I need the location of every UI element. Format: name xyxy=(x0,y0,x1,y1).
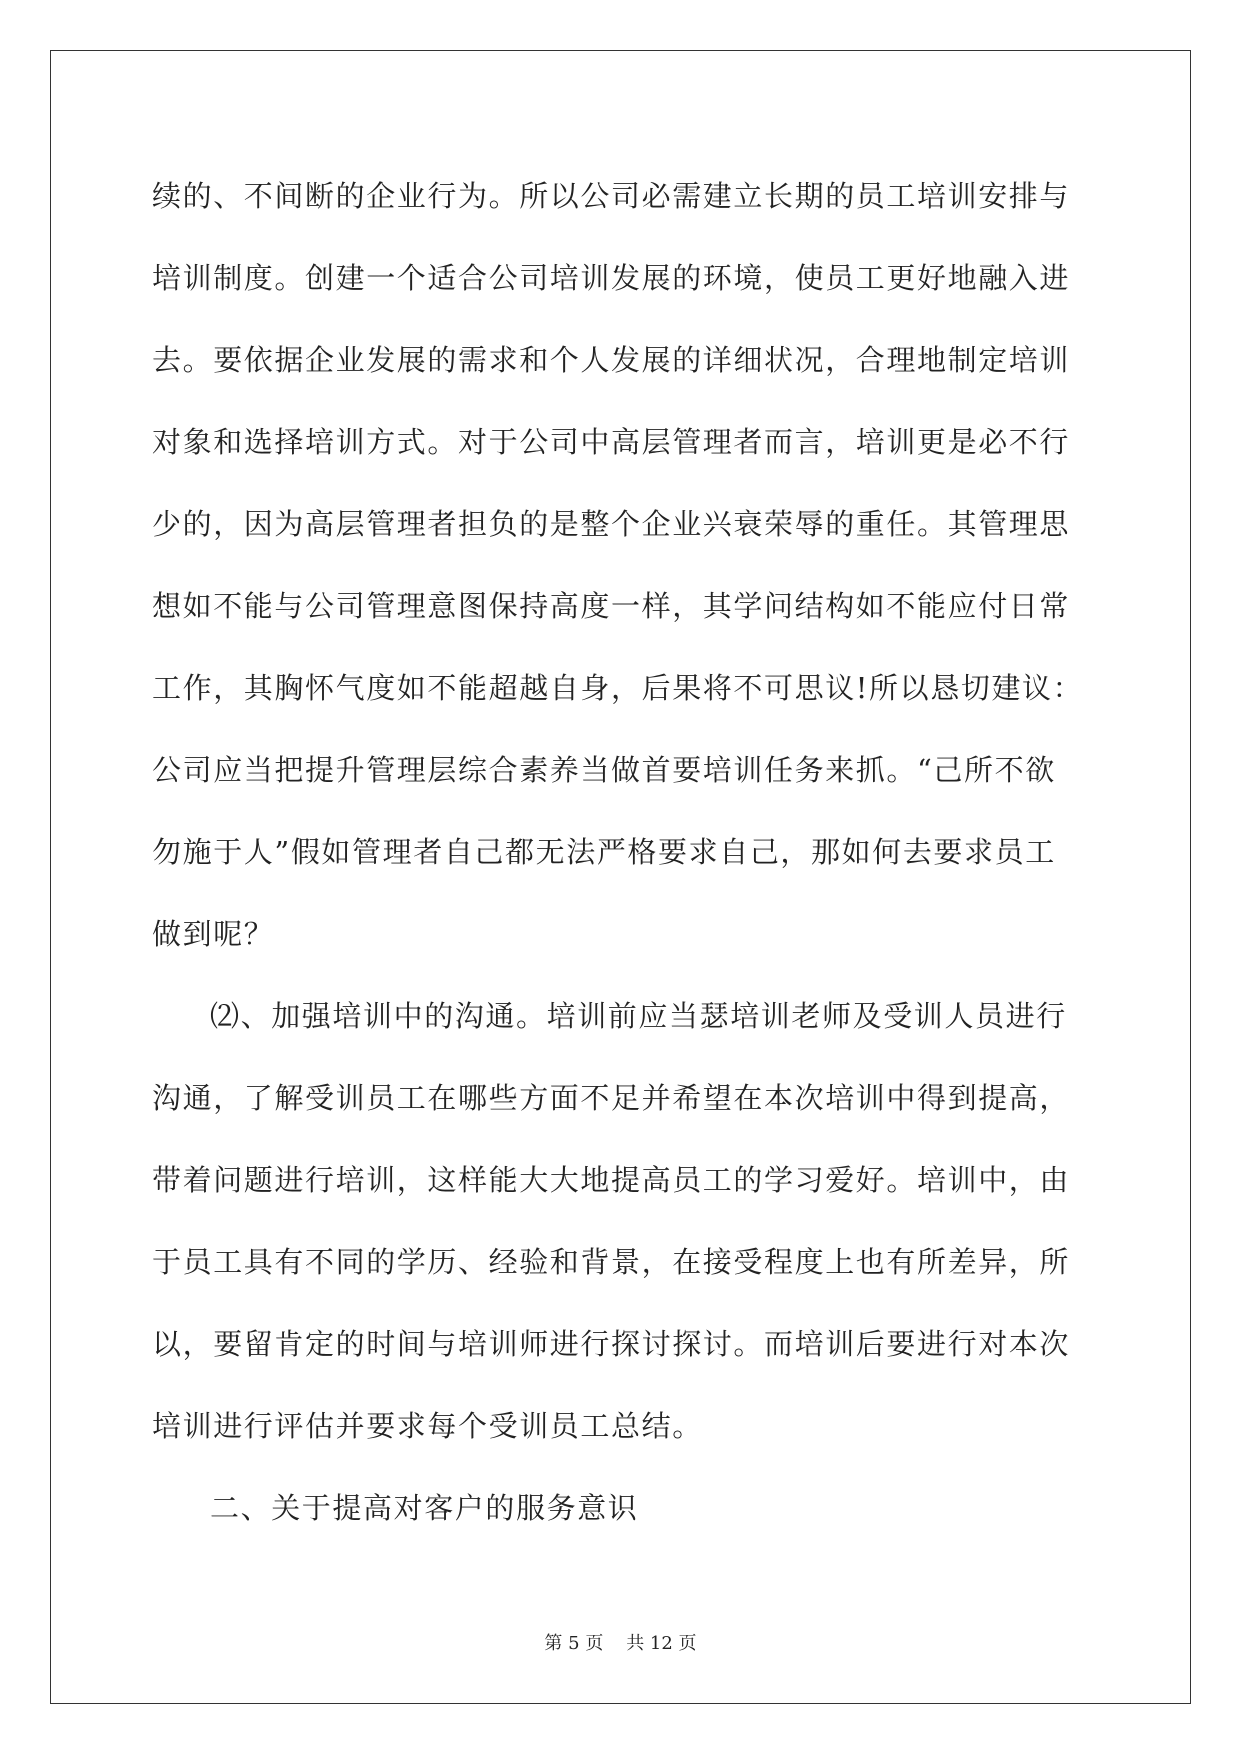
text-line: 做到呢？ xyxy=(152,917,275,951)
page-number-footer: 第 5 页 共 12 页 xyxy=(544,1633,697,1654)
text-line: 带着问题进行培训，这样能大大地提高员工的学习爱好。培训中，由 xyxy=(152,1163,1071,1197)
text-line: 勿施于人”假如管理者自己都无法严格要求自己，那如何去要求员工 xyxy=(152,835,1056,869)
text-line: 少的，因为高层管理者担负的是整个企业兴衰荣辱的重任。其管理思 xyxy=(152,507,1071,541)
text-line: 于员工具有不同的学历、经验和背景，在接受程度上也有所差异，所 xyxy=(152,1245,1071,1279)
text-line: 去。要依据企业发展的需求和个人发展的详细状况，合理地制定培训 xyxy=(152,343,1071,377)
text-line: 想如不能与公司管理意图保持高度一样，其学问结构如不能应付日常 xyxy=(152,589,1071,623)
text-line: 工作，其胸怀气度如不能超越自身，后果将不可思议!所以恳切建议： xyxy=(152,671,1084,705)
text-line: 培训制度。创建一个适合公司培训发展的环境，使员工更好地融入进 xyxy=(152,261,1071,295)
text-line: 对象和选择培训方式。对于公司中高层管理者而言，培训更是必不行 xyxy=(152,425,1071,459)
text-line: 以，要留肯定的时间与培训师进行探讨探讨。而培训后要进行对本次 xyxy=(152,1327,1071,1361)
document-body xyxy=(152,155,1112,1549)
text-line: 续的、不间断的企业行为。所以公司必需建立长期的员工培训安排与 xyxy=(152,179,1071,213)
paragraph-start-line: ⑵、加强培训中的沟通。培训前应当瑟培训老师及受训人员进行 xyxy=(210,999,1067,1033)
text-line: 培训进行评估并要求每个受训员工总结。 xyxy=(152,1409,703,1443)
text-line: 沟通，了解受训员工在哪些方面不足并希望在本次培训中得到提高， xyxy=(152,1081,1071,1115)
text-line: 公司应当把提升管理层综合素养当做首要培训任务来抓。“己所不欲 xyxy=(152,753,1056,787)
section-heading: 二、关于提高对客户的服务意识 xyxy=(210,1491,639,1525)
